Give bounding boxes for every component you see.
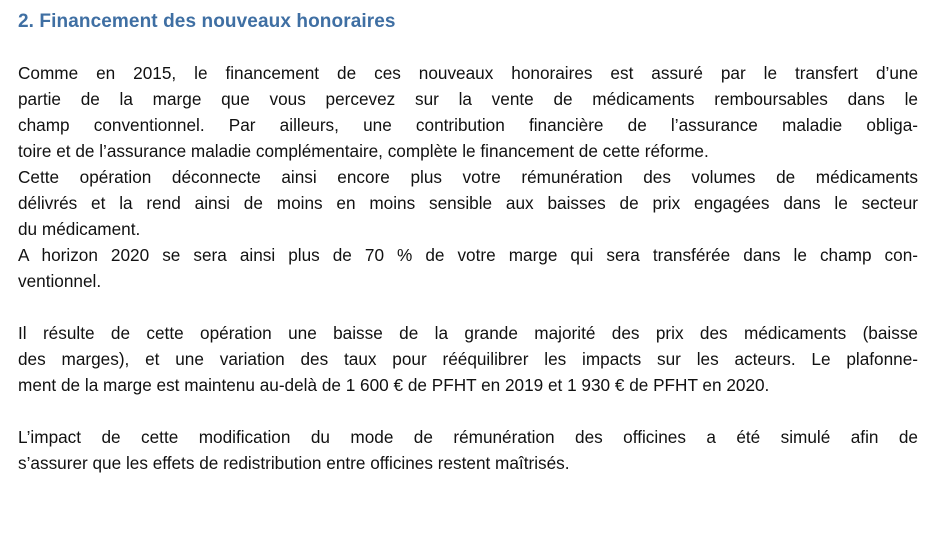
text-line: Cette opération déconnecte ainsi encore plus votre rémunération des volumes de médicaments — [18, 167, 918, 187]
section-heading: 2. Financement des nouveaux honoraires — [18, 11, 396, 32]
text-line: ventionnel. — [18, 271, 102, 291]
text-line: Comme en 2015, le financement de ces nouveaux honoraires est assuré par le transfert d’une — [18, 63, 918, 83]
paragraph-spacer — [18, 398, 918, 424]
text-line: des marges), et une variation des taux pour rééquilibrer les impacts sur les acteurs. Le plafonne- — [18, 349, 918, 369]
document-page — [18, 8, 918, 476]
text-line: s’assurer que les effets de redistribution entre officines restent maîtrisés. — [18, 453, 570, 473]
paragraph-spacer — [18, 294, 918, 320]
text-line: du médicament. — [18, 219, 141, 239]
paragraph-deconnexion — [18, 164, 918, 242]
text-line: champ conventionnel. Par ailleurs, une contribution financière de l’assurance maladie obliga- — [18, 115, 918, 135]
text-line: partie de la marge que vous percevez sur la vente de médicaments remboursables dans le — [18, 89, 918, 109]
text-line: délivrés et la rend ainsi de moins en moins sensible aux baisses de prix engagées dans le secteur — [18, 193, 918, 213]
text-line: Il résulte de cette opération une baisse de la grande majorité des prix des médicaments (baisse — [18, 323, 918, 343]
paragraph-baisse-prix — [18, 320, 918, 398]
paragraph-impact — [18, 424, 918, 476]
text-line: toire et de l’assurance maladie complémentaire, complète le financement de cette réforme. — [18, 141, 709, 161]
text-line: A horizon 2020 se sera ainsi plus de 70 % de votre marge qui sera transférée dans le champ con- — [18, 245, 918, 265]
paragraph-horizon-2020 — [18, 242, 918, 294]
text-line: L’impact de cette modification du mode de rémunération des officines a été simulé afin de — [18, 427, 918, 447]
text-line: ment de la marge est maintenu au-delà de 1 600 € de PFHT en 2019 et 1 930 € de PFHT en 2020. — [18, 375, 770, 395]
paragraph-financement — [18, 60, 918, 164]
